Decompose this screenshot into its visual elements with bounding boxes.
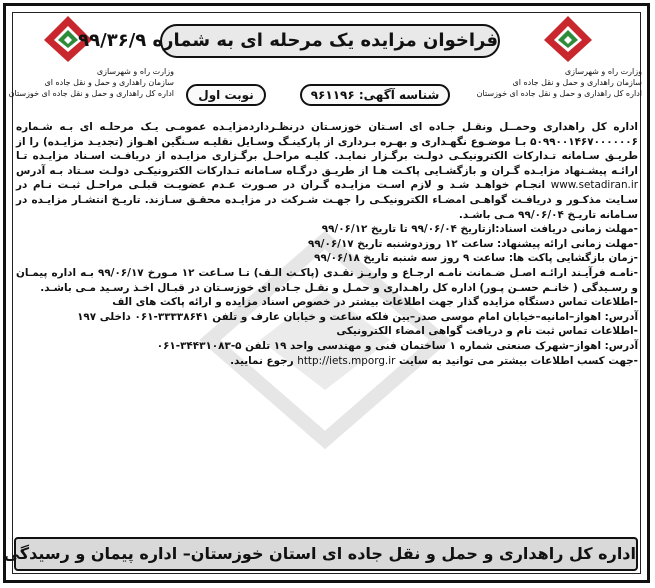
footer-banner: اداره کل راهداری و حمل و نقل جاده ای استان خوزستان– اداره پیمان و رسیدگی (14, 537, 638, 571)
intro-text-a: اداره کل راهداری وحمــل ونقـل جـاده ای اسـتان خوزسـتان درنظـرداردمزایـده عمومـی یـک مرحلـه ای بـه شـماره ۵۰۹۹۰۰۱۴۶۷۰۰۰۰۰۰۶ بـا موضـوع نگهـداری و بهـره بـرداری از پارکینـگ وسـایل نقلیـه سـنگین اهـواز (تجدیـد مزایـده) را از طریـق سـامانه تـدارکات الکترونیکـی دولـت برگـزار نمایـد. کلیـه مراحـل برگـزاری مزایـده از دریافـت اسـناد مزایـده تـا ارائـه پیشـنهاد مزایـده گـران و بازگشـایی پاکـت هـا از طریـق درگـاه سـامانه تـدارکات الکترونیکـی دولـت سـتاد بـه آدرس (16, 121, 638, 177)
notice-title: فراخوان مزایده یک مرحله ای به شماره ۹۹/۳۶/۹ (160, 24, 500, 58)
org-right-line2: سازمان راهداری و حمل و نقل جاده ای (512, 78, 642, 87)
ad-id-badge: شناسه آگهی: ۹۶۱۱۹۶ (300, 84, 450, 106)
org-left-line2: سازمان راهداری و حمل و نقل جاده ای (44, 78, 174, 87)
item-address-1: آدرس: اهواز–امانیه–خیابان امام موسی صدر–بین فلکه ساعت و خیابان عارف و تلفن ۳۳۳۳۸۶۴۱-۰۶۱ داخلی ۱۹۷ (77, 310, 638, 323)
item-opening-time: -زمان بازگشایی پاکت ها: ساعت ۹ روز سه شنبه تاریخ ۹۹/۰۶/۱۸ (314, 252, 638, 265)
intro-paragraph (16, 120, 638, 222)
intro-text-b: انجـام خواهـد شـد و لازم اسـت مزایـده گـران در صـورت عـدم عضویـت قبلـی مراحـل ثبـت نـام در سـایت مذکـور و دریافـت گواهـی امضـاء الکترونیکـی را جهـت شـرکت در مزایـده محقـق سـازند. تاریـخ انتشـار مزایـده در سـامانه تاریـخ ۹۹/۰۶/۰۴ مـی باشـد. (16, 179, 638, 221)
org-name-right (476, 66, 642, 99)
org-right-line1: وزارت راه و شهرسازی (564, 67, 642, 76)
notice-body (16, 120, 638, 368)
org-left-line1: وزارت راه و شهرسازی (96, 67, 174, 76)
item-offer-deadline: -مهلت زمانی ارائه پیشنهاد: ساعت ۱۲ روزدوشنبه تاریخ ۹۹/۰۶/۱۷ (308, 237, 638, 250)
ministry-logo-icon (542, 14, 594, 64)
round-badge: نوبت اول (186, 84, 266, 106)
item-receive-docs: -مهلت زمانی دریافت اسناد:ازتاریخ ۹۹/۰۶/۰۴ تا تاریخ ۹۹/۰۶/۱۲ (321, 223, 638, 236)
item-guarantee-letter: -نامـه فرآیـند ارائـه اصـل ضـمانت نامـه ارجـاع و واریـز نقـدی (پاکـت الـف) تـا سـاعت ۱۲ مـورخ ۹۹/۰۶/۱۷ بـه اداره پیمـان و رسـیدگی ( خانـم حسـن پـور) اداره کل راهـداری و حمـل و نقـل جـاده ای خوزسـتان در قبـال اخـذ رسـید مـی باشـد. (16, 266, 638, 294)
item-more-info (16, 354, 638, 369)
org-right-line3: اداره کل راهداری و حمل و نقل جاده ای خوزستان (476, 89, 642, 98)
item-register-info: -اطلاعات تماس ثبت نام و دریافت گواهی امضاء الکترونیکی (336, 325, 638, 338)
item-contact-info: -اطلاعات تماس دستگاه مزایده گذار جهت اطلاعات بیشتر در خصوص اسناد مزایده و ارائه پاکت های الف (112, 296, 638, 309)
more-info-suffix: رجوع نمایید. (230, 354, 294, 367)
item-address-2: آدرس: اهواز–شهرک صنعتی شماره ۱ ساختمان فنی و مهندسی واحد ۱۹ تلفن ۵-۳۴۴۳۱۰۸۳-۰۶۱ (156, 339, 638, 352)
setad-link[interactable]: www.setadiran.ir (550, 179, 639, 192)
more-info-text: -جهت کسب اطلاعات بیشتر می توانید به سایت (399, 354, 638, 367)
mporg-link[interactable]: http://iets.mporg.ir (297, 354, 396, 367)
org-left-line3: اداره کل راهداری و حمل و نقل جاده ای خوزستان (8, 89, 174, 98)
org-name-left (8, 66, 174, 99)
